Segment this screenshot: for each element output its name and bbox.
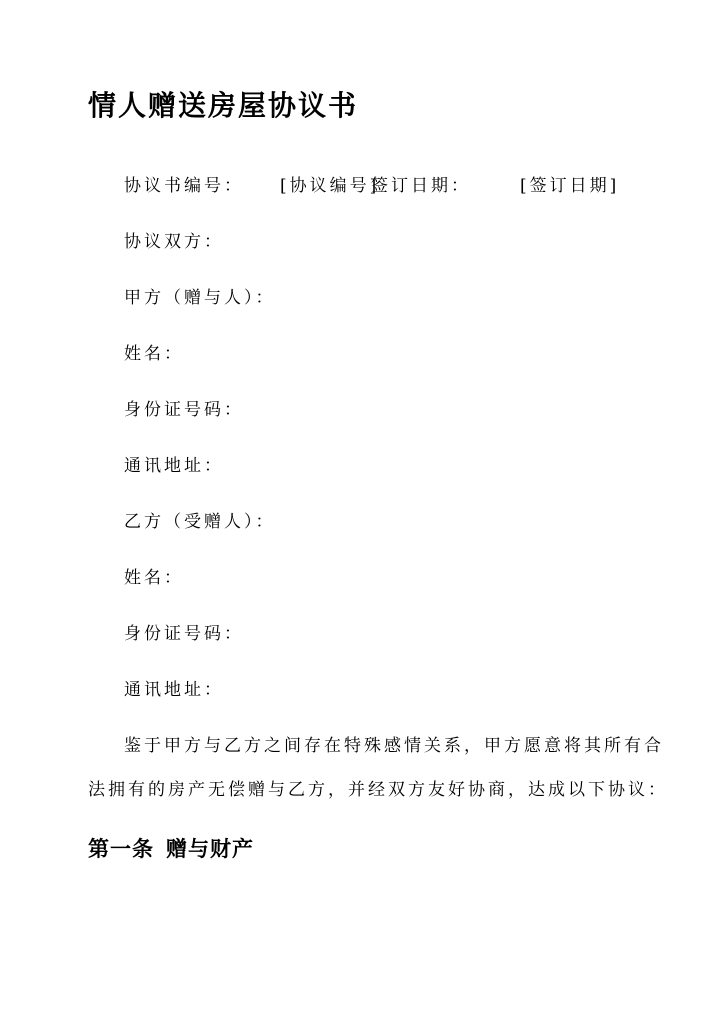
party-b-id-label: 身份证号码：	[124, 624, 244, 644]
party-b-address-label: 通讯地址：	[124, 680, 224, 700]
document-title: 情人赠送房屋协议书	[88, 89, 359, 122]
party-a-address-label: 通讯地址：	[124, 456, 224, 476]
agreement-number-label: 协议书编号：	[124, 176, 244, 196]
party-a-heading: 甲方（赠与人）：	[124, 288, 276, 308]
agreement-number-value: [协议编号]	[280, 176, 380, 196]
agreement-meta-line	[124, 173, 644, 199]
party-b-heading: 乙方（受赠人）：	[124, 512, 276, 532]
article-1-heading	[88, 833, 254, 865]
preamble-line-1: 鉴于甲方与乙方之间存在特殊感情关系，甲方愿意将其所有合	[124, 736, 664, 756]
article-1-title: 赠与财产	[166, 837, 254, 861]
signing-date-value: [签订日期]	[520, 176, 620, 196]
parties-label: 协议双方：	[124, 232, 224, 252]
signing-date-label: 签订日期：	[371, 176, 471, 196]
party-a-id-label: 身份证号码：	[124, 400, 244, 420]
preamble-line-2: 法拥有的房产无偿赠与乙方，并经双方友好协商，达成以下协议：	[88, 780, 668, 800]
article-1-number: 第一条	[88, 837, 154, 861]
party-a-name-label: 姓名：	[124, 344, 184, 364]
party-b-name-label: 姓名：	[124, 568, 184, 588]
